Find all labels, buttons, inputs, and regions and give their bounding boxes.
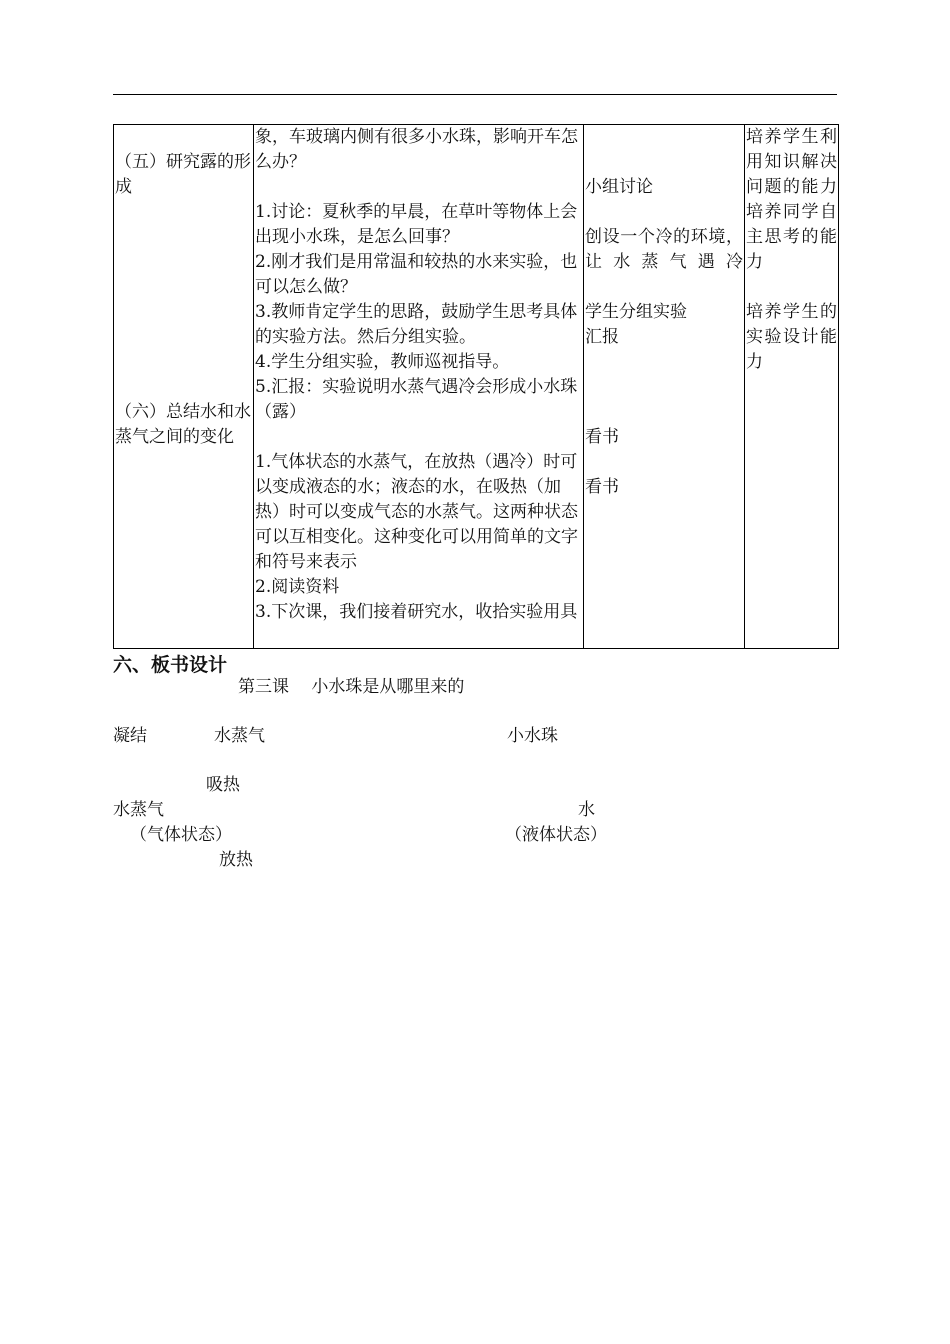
label-condense: 凝结 bbox=[113, 726, 147, 746]
table-row bbox=[114, 125, 839, 649]
label-vapor-top: 水蒸气 bbox=[214, 726, 265, 746]
stage-6: （六）总结水和水蒸气之间的变化 bbox=[115, 402, 251, 447]
student-line: 创设一个冷的环境，让水蒸气遇冷 bbox=[585, 227, 743, 272]
stage-cell bbox=[114, 125, 254, 649]
header-rule bbox=[113, 94, 837, 95]
label-absorb-heat: 吸热 bbox=[206, 775, 240, 795]
activity-line: 象，车玻璃内侧有很多小水珠，影响开车怎么办？ bbox=[255, 127, 578, 172]
label-release-heat: 放热 bbox=[219, 850, 253, 870]
activity-line: 4.学生分组实验，教师巡视指导。 bbox=[255, 352, 510, 372]
label-vapor: 水蒸气 bbox=[113, 800, 164, 820]
section-heading: 六、板书设计 bbox=[113, 654, 228, 676]
label-gas-state: （气体状态） bbox=[130, 825, 232, 845]
label-water: 水 bbox=[578, 800, 595, 820]
goal-line: 培养同学自主思考的能力 bbox=[746, 202, 837, 272]
student-cell bbox=[584, 125, 745, 649]
stage-5: （五）研究露的形成 bbox=[115, 152, 251, 197]
lesson-table bbox=[113, 124, 839, 649]
activity-line: 5.汇报：实验说明水蒸气遇冷会形成小水珠（露） bbox=[255, 377, 578, 422]
label-liquid-state: （液体状态） bbox=[505, 825, 607, 845]
goal-line: 培养学生的实验设计能力 bbox=[746, 302, 837, 372]
label-droplet: 小水珠 bbox=[507, 726, 558, 746]
activity-cell bbox=[254, 125, 584, 649]
activity-line: 2.刚才我们是用常温和较热的水来实验，也可以怎么做？ bbox=[255, 252, 578, 297]
activity-line: 3.教师肯定学生的思路，鼓励学生思考具体的实验方法。然后分组实验。 bbox=[255, 302, 578, 347]
goal-cell bbox=[745, 125, 839, 649]
activity-line: 3.下次课，我们接着研究水，收拾实验用具 bbox=[255, 602, 578, 622]
student-line: 小组讨论 bbox=[585, 177, 653, 197]
goal-line: 培养学生利用知识解决问题的能力 bbox=[746, 127, 837, 197]
student-line: 看书 bbox=[585, 477, 619, 497]
student-line: 看书 bbox=[585, 427, 619, 447]
activity-line: 2.阅读资料 bbox=[255, 577, 340, 597]
activity-line: 1.讨论：夏秋季的早晨，在草叶等物体上会出现小水珠，是怎么回事？ bbox=[255, 202, 578, 247]
activity-line: 1.气体状态的水蒸气，在放热（遇冷）时可以变成液态的水；液态的水，在吸热（加热）时可以变成气态的水蒸气。这两种状态可以互相变化。这种变化可以用简单的文字和符号来表示 bbox=[255, 452, 578, 572]
lesson-title: 第三课 小水珠是从哪里来的 bbox=[238, 677, 465, 697]
student-line: 学生分组实验 bbox=[585, 302, 687, 322]
student-line: 汇报 bbox=[585, 327, 619, 347]
